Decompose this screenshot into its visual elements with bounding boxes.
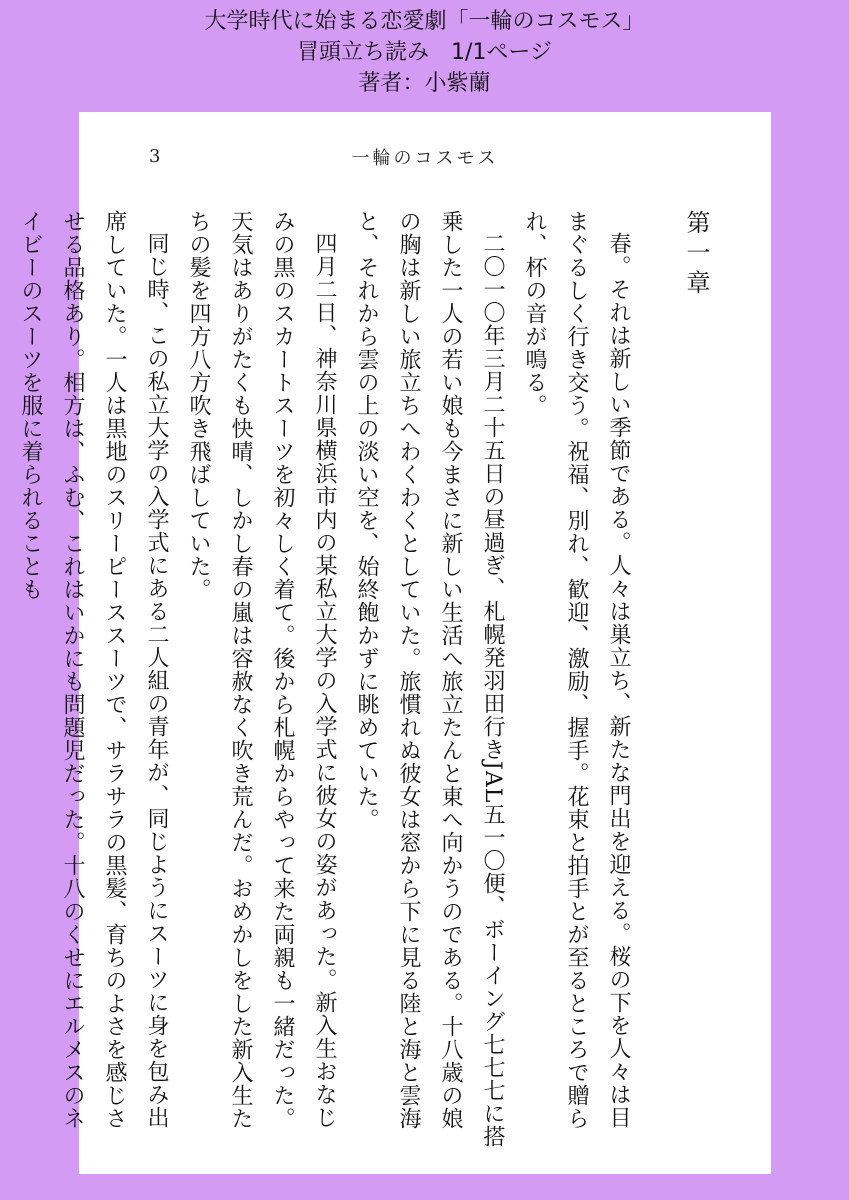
body-text	[18, 210, 717, 1150]
header-title: 大学時代に始まる恋愛劇「一輪のコスモス」	[204, 9, 645, 34]
header-page-info: 冒頭立ち読み 1/1ページ	[297, 40, 552, 65]
page-number: 3	[149, 146, 161, 167]
book-page	[18, 112, 771, 1174]
header	[0, 6, 849, 99]
paragraph-1: 春。それは新しい季節である。人々は巣立ち、新たな門出を迎える。桜の下を人々は目まぐるしく行き交う。祝福、別れ、歓迎、激励、握手。花束と拍手とが至るところで贈られ、杯の音が鳴る。	[522, 210, 631, 1130]
running-title: 一輪のコスモス	[351, 148, 499, 169]
paragraph-4: 同じ時、この私立大学の入学式にある二人組の青年が、同じようにスーツに身を包み出席していた。一人は黒地のスリーピーススーツで、サラサラの黒髪、育ちのよさを感じさせる品格あり。相方は、ふむ、これはいかにも問題児だった。十八のくせにエルメスのネイビーのスーツを服に着られることも	[18, 210, 169, 1130]
header-author: 著者：小紫蘭	[358, 71, 491, 96]
paragraph-2: 二〇一〇年三月二十五日の昼過ぎ、札幌発羽田行きJAL五一〇便、ボーイング七七七に搭乗した一人の若い娘も今まさに新しい生活へ旅立たんと東へ向かうのである。十八歳の娘の胸は新しい旅立ちへわくわくとしていた。旅慣れぬ彼女は窓から下に見る陸と海と雲海と、それから雲の上の淡い空を、始終飽かずに眺めていた。	[354, 210, 505, 1149]
chapter-title: 第一章	[682, 210, 710, 300]
paragraph-3: 四月二日、神奈川県横浜市内の某私立大学の入学式に彼女の姿があった。新入生おなじみの黒のスカートスーツを初々しく着て。後から札幌からやって来た両親も一緒だった。天気はありがたくも快晴、しかし春の嵐は容赦なく吹き荒んだ。おめかしをした新入生たちの髪を四方八方吹き飛ばしていた。	[186, 210, 337, 1130]
